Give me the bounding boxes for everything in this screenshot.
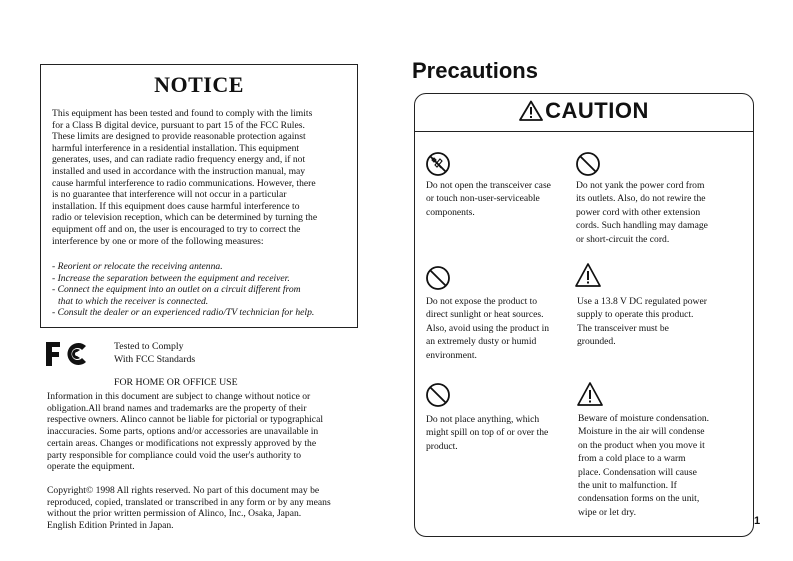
notice-line: installed and used in accordance with the instruction manual, may bbox=[52, 165, 306, 177]
measures-list bbox=[52, 261, 352, 319]
copyright-line: English Edition Printed in Japan. bbox=[47, 520, 174, 532]
prohibited-icon bbox=[425, 382, 451, 408]
caution-line: its outlets. Also, do not rewire the bbox=[576, 193, 706, 205]
measure-item: that to which the receiver is connected. bbox=[58, 295, 209, 307]
no-disassemble-icon bbox=[425, 151, 451, 177]
home-office-label: FOR HOME OR OFFICE USE bbox=[114, 377, 238, 388]
notice-line: for a Class B digital device, pursuant to part 15 of the FCC Rules. bbox=[52, 119, 305, 131]
fcc-line: With FCC Standards bbox=[114, 353, 196, 365]
notice-line: is no guarantee that interference will not occur in a particular bbox=[52, 189, 287, 201]
warning-triangle-icon bbox=[575, 262, 601, 288]
caution-line: environment. bbox=[426, 349, 477, 361]
notice-line: cause harmful interference to radio communications. However, there bbox=[52, 177, 316, 189]
caution-line: supply to operate this product. bbox=[577, 309, 694, 321]
warning-triangle-icon bbox=[577, 381, 603, 407]
caution-line: Moisture in the air will condense bbox=[578, 426, 705, 438]
notice-line: This equipment has been tested and found to comply with the limits bbox=[52, 108, 313, 119]
caution-line: or short-circuit the cord. bbox=[576, 233, 670, 245]
warning-triangle-icon bbox=[519, 100, 543, 121]
caution-line: Also, avoid using the product in bbox=[426, 322, 550, 334]
prohibited-icon bbox=[575, 151, 601, 177]
caution-line: Do not open the transceiver case bbox=[426, 180, 551, 191]
caution-line: Do not expose the product to bbox=[426, 296, 538, 307]
notice-line: radio or television reception, which can be determined by turning the bbox=[52, 212, 318, 224]
caution-line: direct sunlight or heat sources. bbox=[426, 309, 544, 321]
info-line: operate the equipment. bbox=[47, 461, 135, 473]
measure-item: - Reorient or relocate the receiving antenna. bbox=[52, 261, 223, 272]
caution-line: from a cold place to a warm bbox=[578, 453, 686, 465]
notice-line: equipment off and on, the user is encouraged to try to correct the bbox=[52, 223, 301, 235]
caution-line: wipe or let dry. bbox=[578, 506, 636, 518]
copyright-line: Copyright© 1998 All rights reserved. No part of this document may be bbox=[47, 485, 320, 496]
caution-line: Do not place anything, which bbox=[426, 414, 540, 425]
notice-line: generates, uses, and can radiate radio frequency energy and, if not bbox=[52, 154, 306, 166]
caution-line: Beware of moisture condensation. bbox=[578, 413, 710, 424]
caution-line: The transceiver must be bbox=[577, 322, 669, 334]
caution-line: Do not yank the power cord from bbox=[576, 180, 705, 191]
notice-line: These limits are designed to provide reasonable protection against bbox=[52, 131, 306, 143]
caution-heading bbox=[415, 98, 753, 124]
caution-line: product. bbox=[426, 440, 458, 452]
caution-line: might spill on top of or over the bbox=[426, 427, 549, 439]
fcc-compliance bbox=[114, 341, 195, 366]
info-line: inaccuracies. Some parts, options and/or accessories are unavailable in bbox=[47, 426, 319, 438]
caution-line: condensation forms on the unit, bbox=[578, 493, 700, 505]
info-line: obligation.All brand names and trademarks are the property of their bbox=[47, 402, 307, 414]
precautions-title: Precautions bbox=[412, 58, 538, 83]
notice-body bbox=[52, 108, 352, 247]
info-line: respective owners. Alinco cannot be liable for pictorial or typographical bbox=[47, 414, 323, 426]
notice-title: NOTICE bbox=[154, 72, 244, 97]
caution-line: cords. Such handling may damage bbox=[576, 220, 708, 232]
caution-line: components. bbox=[426, 206, 475, 218]
copyright-line: without the prior written permission of Alinco, Inc., Osaka, Japan. bbox=[47, 508, 302, 520]
info-line: Information in this document are subject to change without notice or bbox=[47, 391, 311, 402]
notice-line: harmful interference in a residential installation. This equipment bbox=[52, 142, 300, 154]
page-number: 1 bbox=[754, 515, 761, 527]
copyright-paragraph bbox=[47, 485, 357, 532]
caution-line: power cord with other extension bbox=[576, 206, 701, 218]
copyright-line: reproduced, copied, translated or transcribed in any form or by any means bbox=[47, 496, 331, 508]
fcc-logo bbox=[44, 340, 90, 368]
caution-item bbox=[577, 295, 747, 349]
caution-item bbox=[426, 179, 566, 219]
caution-line: an extremely dusty or humid bbox=[426, 336, 537, 348]
caution-line: place. Condensation will cause bbox=[578, 466, 697, 478]
info-line: party responsible for compliance could void the user's authority to bbox=[47, 449, 302, 461]
info-line: certain areas. Changes or modifications not expressly approved by the bbox=[47, 437, 317, 449]
notice-line: interference by one or more of the following measures: bbox=[52, 235, 264, 247]
caution-line: or touch non-user-serviceable bbox=[426, 193, 540, 205]
fcc-line: Tested to Comply bbox=[114, 341, 184, 352]
caution-item bbox=[578, 412, 750, 519]
caution-label: CAUTION bbox=[545, 98, 649, 123]
caution-line: the unit to malfunction. If bbox=[578, 480, 677, 492]
measure-item: - Consult the dealer or an experienced radio/TV technician for help. bbox=[52, 307, 315, 319]
caution-item bbox=[576, 179, 746, 246]
info-paragraph bbox=[47, 391, 357, 473]
measure-item: - Increase the separation between the equipment and receiver. bbox=[52, 272, 290, 284]
caution-line: grounded. bbox=[577, 336, 616, 348]
caution-item bbox=[426, 295, 566, 362]
notice-line: installation. If this equipment does cause harmful interference to bbox=[52, 200, 300, 212]
caution-line: on the product when you move it bbox=[578, 439, 705, 451]
prohibited-icon bbox=[425, 265, 451, 291]
caution-line: Use a 13.8 V DC regulated power bbox=[577, 296, 707, 307]
measure-item: - Connect the equipment into an outlet on a circuit different from bbox=[52, 284, 301, 296]
caution-divider bbox=[415, 131, 753, 132]
caution-item bbox=[426, 413, 566, 453]
